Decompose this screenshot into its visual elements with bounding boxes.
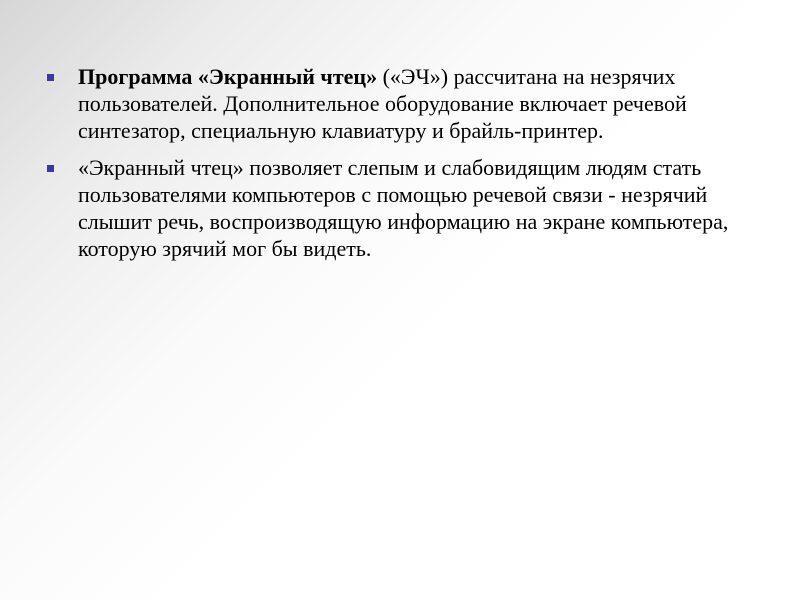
bullet-text: («ЭЧ») рассчитана на незрячих пользователей. Дополнительное оборудование включает речевой синтезатор, специальную клавиатуру и брайль-принтер. — [78, 64, 687, 143]
square-bullet-icon — [47, 74, 54, 81]
square-bullet-icon — [47, 165, 54, 172]
bullet-bold-lead: Программа «Экранный чтец» — [78, 64, 378, 89]
bullet-item-screen-reader-purpose — [44, 154, 744, 262]
bullet-text: «Экранный чтец» позволяет слепым и слабовидящим людям стать пользователями компьютеров с помощью речевой связи - незрячий слышит речь, воспроизводящую информацию на экране компьютера, которую зрячий мог бы видеть. — [78, 155, 729, 261]
bullet-list — [44, 63, 744, 272]
bullet-item-screen-reader-program — [44, 63, 744, 144]
